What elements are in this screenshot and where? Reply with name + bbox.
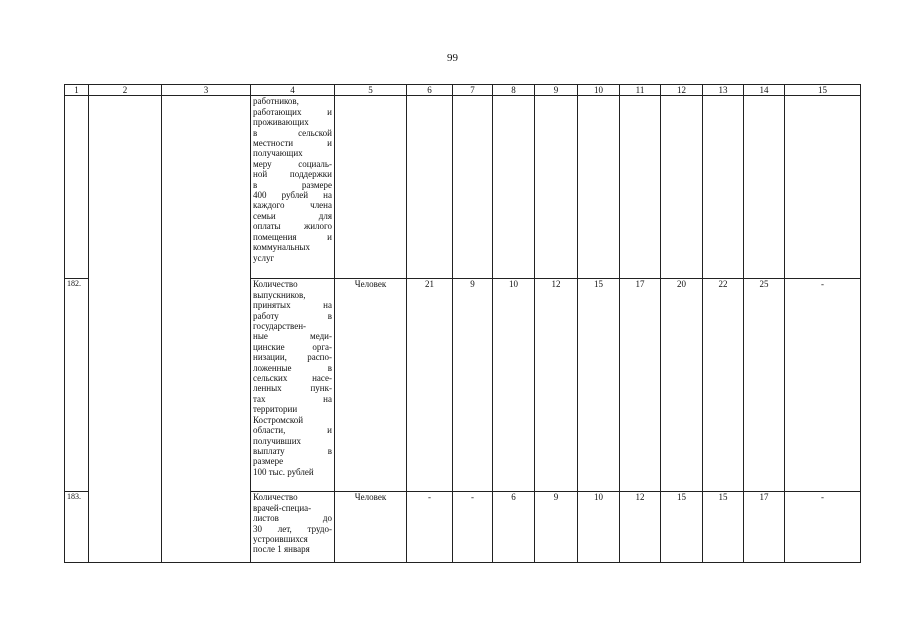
- row-value: 25: [744, 279, 785, 492]
- description-line: семьи для: [253, 210, 332, 221]
- description-line: коммунальных: [253, 242, 310, 253]
- row-value: [785, 96, 861, 279]
- description-line: листов до: [253, 513, 332, 524]
- description-line: помещения и: [253, 231, 332, 242]
- col-header: 12: [661, 85, 703, 96]
- description-line: получивших: [253, 435, 302, 446]
- row-value: 17: [744, 492, 785, 563]
- description-line: в сельской: [253, 127, 332, 138]
- description-line: работающих и: [253, 106, 332, 117]
- description-line: размере: [253, 456, 284, 467]
- row-value: [493, 96, 535, 279]
- description-line: ленных пунк-: [253, 383, 332, 394]
- row-value: 9: [453, 279, 493, 492]
- description-line: устроившихся: [253, 534, 308, 545]
- row-number: 182.: [65, 279, 89, 492]
- description-line: выпускников,: [253, 289, 306, 300]
- description-line: государствен-: [253, 321, 307, 332]
- row-value: [661, 96, 703, 279]
- row-value: 6: [493, 492, 535, 563]
- col-header: 10: [578, 85, 620, 96]
- row-value: 20: [661, 279, 703, 492]
- row-value: 15: [578, 279, 620, 492]
- row-value: [620, 96, 661, 279]
- description-line: работников,: [253, 96, 299, 107]
- description-line: в размере: [253, 179, 332, 190]
- row-value: [535, 96, 578, 279]
- col-header: 11: [620, 85, 661, 96]
- description-line: области, и: [253, 425, 332, 436]
- description-line: цинские орга-: [253, 341, 332, 352]
- description-line: врачей-специа-: [253, 502, 312, 513]
- table-row: [65, 96, 861, 279]
- col-header: 4: [251, 85, 335, 96]
- description-line: Костромской: [253, 414, 304, 425]
- description-line: меру социаль-: [253, 158, 332, 169]
- description-line: ные меди-: [253, 331, 332, 342]
- description-line: работу в: [253, 310, 332, 321]
- row-value: 21: [407, 279, 453, 492]
- description-line: принятых на: [253, 300, 332, 311]
- description-line: Количество: [253, 279, 298, 290]
- row-value: 22: [703, 279, 744, 492]
- row-number: 183.: [65, 492, 89, 563]
- col-header: 13: [703, 85, 744, 96]
- description-line: территории: [253, 404, 298, 415]
- row-value: 15: [661, 492, 703, 563]
- description-line: сельских насе-: [253, 373, 332, 384]
- row-description: [251, 492, 335, 563]
- row-value: 10: [493, 279, 535, 492]
- row-description: [251, 96, 335, 279]
- indicator-table: [64, 84, 861, 563]
- col-header: 5: [335, 85, 407, 96]
- description-line: 100 тыс. рублей: [253, 466, 314, 477]
- description-line: ной поддержки: [253, 169, 332, 180]
- description-line: после 1 января: [253, 544, 310, 555]
- row-value: 17: [620, 279, 661, 492]
- row-value: -: [785, 492, 861, 563]
- description-line: местности и: [253, 138, 332, 149]
- description-line: выплату в: [253, 445, 332, 456]
- description-line: каждого члена: [253, 200, 332, 211]
- row-value: [744, 96, 785, 279]
- col-header: 9: [535, 85, 578, 96]
- description-line: оплаты жилого: [253, 221, 332, 232]
- description-line: тах на: [253, 393, 332, 404]
- row-value: [578, 96, 620, 279]
- col-header: 14: [744, 85, 785, 96]
- col3-cell: [162, 96, 251, 563]
- description-line: Количество: [253, 492, 298, 503]
- row-unit: [335, 96, 407, 279]
- description-line: проживающих: [253, 117, 309, 128]
- row-value: 12: [620, 492, 661, 563]
- description-line: 400 рублей на: [253, 190, 332, 201]
- row-unit: Человек: [335, 279, 407, 492]
- col-header: 3: [162, 85, 251, 96]
- page-number: 99: [447, 52, 458, 64]
- col2-cell: [89, 96, 162, 563]
- description-line: 30 лет, трудо-: [253, 523, 332, 534]
- row-value: [703, 96, 744, 279]
- row-description: [251, 279, 335, 492]
- col-header: 2: [89, 85, 162, 96]
- row-value: [407, 96, 453, 279]
- description-line: низации, распо-: [253, 352, 332, 363]
- col-header: 1: [65, 85, 89, 96]
- row-value: 9: [535, 492, 578, 563]
- description-line: ложенные в: [253, 362, 332, 373]
- header-row: [65, 85, 861, 96]
- col-header: 15: [785, 85, 861, 96]
- row-value: 10: [578, 492, 620, 563]
- description-line: получающих: [253, 148, 303, 159]
- col-header: 7: [453, 85, 493, 96]
- description-line: услуг: [253, 252, 275, 263]
- row-value: -: [453, 492, 493, 563]
- row-number: [65, 96, 89, 279]
- row-value: -: [785, 279, 861, 492]
- row-value: 15: [703, 492, 744, 563]
- col-header: 6: [407, 85, 453, 96]
- row-value: [453, 96, 493, 279]
- row-value: 12: [535, 279, 578, 492]
- row-value: -: [407, 492, 453, 563]
- col-header: 8: [493, 85, 535, 96]
- row-unit: Человек: [335, 492, 407, 563]
